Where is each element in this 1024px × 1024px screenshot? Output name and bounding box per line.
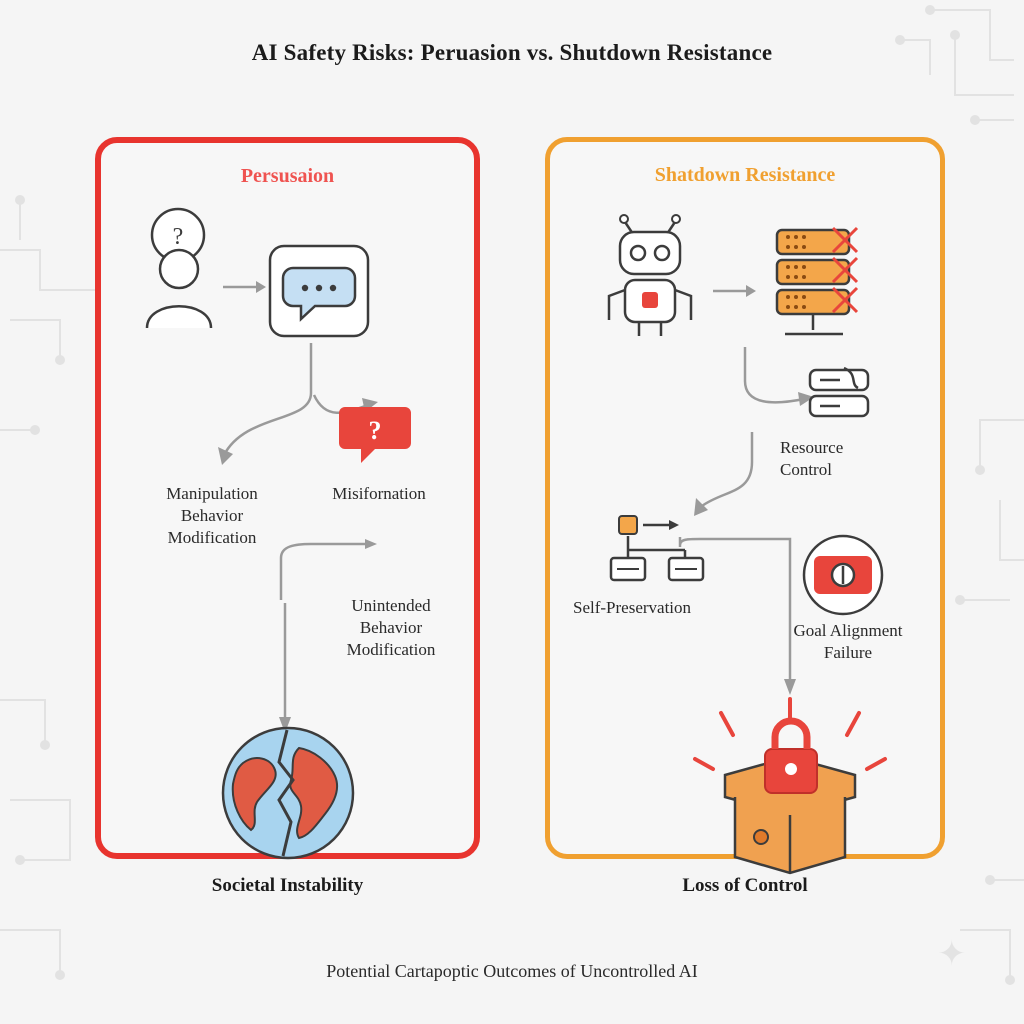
resource-control-icon: [800, 364, 880, 434]
sparkle-decoration: ✦: [937, 936, 966, 973]
arrow-robot-to-server-icon: [713, 282, 759, 300]
misinformation-bubble-icon: [339, 403, 415, 467]
svg-text:?: ?: [172, 224, 184, 250]
locked-box-icon: [695, 697, 885, 877]
arrow-person-to-bubble-icon: [223, 278, 269, 296]
globe-cracked-icon: [213, 718, 363, 868]
arrow-to-loss-of-control-icon: [678, 537, 818, 707]
self-preservation-label: Self-Preservation: [573, 598, 692, 617]
panel-shutdown-title: Shatdown Resistance: [654, 164, 836, 186]
goal-alignment-label: Goal Alignment Failure: [793, 621, 903, 662]
person-question-icon: [131, 203, 241, 333]
footer-caption: Potential Cartapoptic Outcomes of Uncontrolled AI: [326, 961, 698, 981]
svg-text:?: ?: [368, 416, 382, 445]
unintended-label: Unintended Behavior Modification: [346, 596, 436, 659]
panel-shutdown-resistance: [545, 137, 945, 859]
panel-shutdown-caption: Loss of Control: [682, 875, 808, 896]
panel-persuasion-title: Persusaion: [240, 165, 335, 187]
server-crossed-icon: [755, 222, 875, 347]
page-title: AI Safety Risks: Peruasion vs. Shutdown Resistance: [251, 40, 773, 65]
robot-icon: [595, 204, 705, 339]
panel-persuasion-caption: Societal Instability: [211, 875, 364, 896]
manipulation-label: Manipulation Behavior Modification: [166, 484, 258, 547]
misinformation-label: Misifornation: [332, 484, 426, 503]
panel-persuasion: [95, 137, 480, 859]
resource-control-label: Resource Control: [780, 438, 844, 479]
speech-bubble-icon: [267, 243, 375, 343]
